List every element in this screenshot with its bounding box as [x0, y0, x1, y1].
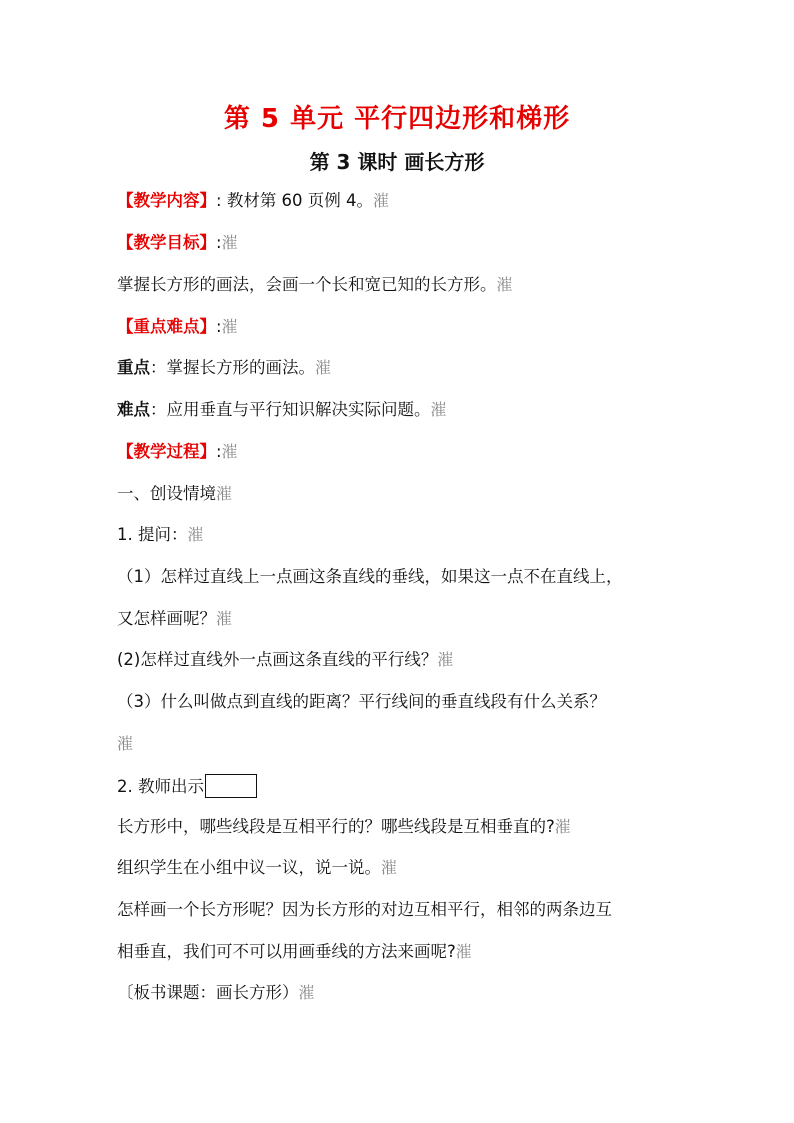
- teaching-content-label: 【教学内容】: [117, 191, 216, 210]
- paragraph-mark: 漼: [437, 650, 454, 669]
- teaching-objective-heading: [117, 232, 687, 254]
- key-difficulty-colon: :: [216, 317, 222, 336]
- paragraph-mark: 漼: [221, 317, 238, 336]
- question1-text-2: 又怎样画呢？: [117, 609, 216, 628]
- paragraph-mark: 漼: [221, 233, 238, 252]
- question2-line: [117, 649, 687, 671]
- teaching-objective-text: 掌握长方形的画法，会画一个长和宽已知的长方形。: [117, 275, 497, 294]
- teaching-content-text: 教材第 60 页例 4。: [226, 191, 374, 210]
- teaching-objective-colon: :: [216, 233, 222, 252]
- how-text-1: 怎样画一个长方形呢？因为长方形的对边互相平行，相邻的两条边互: [117, 900, 612, 919]
- paragraph-mark: 漼: [554, 817, 571, 836]
- question3-line2: [117, 733, 687, 755]
- teaching-process-label: 【教学过程】: [117, 442, 216, 461]
- paragraph-mark: 漼: [430, 400, 447, 419]
- paragraph-mark: 漼: [381, 858, 398, 877]
- difficulty-text: ：应用垂直与平行知识解决实际问题。: [150, 400, 431, 419]
- teaching-objective-label: 【教学目标】: [117, 233, 216, 252]
- question3-text: （3）什么叫做点到直线的距离？平行线间的垂直线段有什么关系？: [117, 692, 606, 711]
- how-line1: [117, 899, 687, 921]
- paragraph-mark: 漼: [315, 358, 332, 377]
- paragraph-mark: 漼: [496, 275, 513, 294]
- paragraph-mark: 漼: [373, 191, 390, 210]
- how-line2: [117, 941, 687, 963]
- question1-line1: [117, 566, 687, 588]
- unit-title: 第 5 单元 平行四边形和梯形: [223, 104, 571, 134]
- item2-line: [117, 774, 687, 798]
- teaching-process-heading: [117, 441, 687, 463]
- rect-question-line: [117, 816, 687, 838]
- key-point-label: 重点: [117, 358, 150, 377]
- rectangle-figure: [205, 774, 257, 798]
- question1-text-1: （1）怎样过直线上一点画这条直线的垂线，如果这一点不在直线上，: [117, 567, 623, 586]
- paragraph-mark: 漼: [221, 442, 238, 461]
- key-point-text: ：掌握长方形的画法。: [150, 358, 315, 377]
- paragraph-mark: 漼: [298, 983, 315, 1002]
- board-line: [117, 982, 687, 1004]
- key-difficulty-heading: [117, 316, 687, 338]
- board-text: 〔板书课题：画长方形）: [117, 983, 299, 1002]
- teaching-content-line: [117, 190, 687, 212]
- lesson-subtitle: 第 3 课时 画长方形: [309, 150, 485, 174]
- teaching-content-colon: :: [216, 191, 222, 210]
- question3-line1: [117, 691, 687, 713]
- discuss-line: [117, 857, 687, 879]
- question2-text: (2)怎样过直线外一点画这条直线的平行线？: [117, 650, 438, 669]
- paragraph-mark: 漼: [455, 942, 472, 961]
- key-difficulty-label: 【重点难点】: [117, 317, 216, 336]
- key-point-line: [117, 357, 687, 379]
- part1-heading: 一、创设情境: [117, 484, 216, 503]
- question-intro: 1. 提问：: [117, 525, 188, 544]
- paragraph-mark: 漼: [187, 525, 204, 544]
- difficulty-label: 难点: [117, 400, 150, 419]
- teaching-objective-line: [117, 274, 687, 296]
- paragraph-mark: 漼: [216, 484, 233, 503]
- paragraph-mark: 漼: [216, 609, 233, 628]
- teaching-process-colon: :: [216, 442, 222, 461]
- discuss-text: 组织学生在小组中议一议，说一说。: [117, 858, 381, 877]
- question-intro-line: [117, 524, 687, 546]
- part1-heading-line: [117, 483, 687, 505]
- rect-question-text: 长方形中，哪些线段是互相平行的？哪些线段是互相垂直的?: [117, 817, 555, 836]
- difficulty-line: [117, 399, 687, 421]
- paragraph-mark: 漼: [117, 734, 134, 753]
- question1-line2: [117, 608, 687, 630]
- how-text-2: 相垂直，我们可不可以用画垂线的方法来画呢?: [117, 942, 456, 961]
- item2-text: 2. 教师出示: [117, 777, 204, 796]
